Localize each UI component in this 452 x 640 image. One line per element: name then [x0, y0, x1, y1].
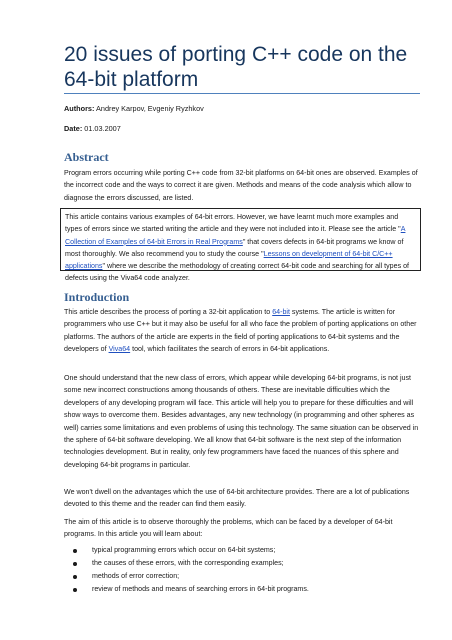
authors-label: Authors: [64, 104, 95, 113]
abstract-heading: Abstract [64, 150, 109, 164]
bullet-icon [73, 588, 77, 592]
date-label: Date: [64, 124, 83, 133]
viva64-link[interactable]: Viva64 [108, 345, 131, 354]
64-bit-link[interactable]: 64-bit [272, 308, 290, 316]
collection-of-examples-link[interactable]: A Collection of Examples of 64-bit Errors in Real Programs [65, 225, 406, 246]
bullet-icon [73, 562, 77, 566]
authors-value: Andrey Karpov, Evgeniy Ryzhkov [96, 104, 204, 113]
authors-line [64, 104, 204, 114]
list-item: methods of error correction; [64, 570, 414, 583]
abstract-text: Program errors occurring while porting C++ code from 32-bit platforms on 64-bit ones are observed. Examples of the incorrect code and the ways to correct it are given. Methods and means of the code analysis which allow to diagnose the errors discussed, are listed. [64, 169, 418, 202]
introduction-heading: Introduction [64, 290, 130, 304]
list-item: review of methods and means of searching errors in 64-bit programs. [64, 583, 414, 596]
intro-paragraph-2: One should understand that the new class of errors, which appear while developing 64-bit programs, is not just some new incorrect constructions among thousands of others. These are inevitable difficulties which the developers of any developing program will face. This article will help you to prepare for these difficulties and will show ways to overcome them. Besides advantages, any new technology (in programming and other spheres as well) carries some limitations and even problems of using this technology. The same situation can be observed in the sphere of 64-bit software developing. We all know that 64-bit software is the next step of the information technologies development. But in reality, only few programmers have faced the nuances of this sphere and developing 64-bit programs in particular. [64, 374, 419, 469]
intro-p1-text-3: tool, which facilitates the search of errors in 64-bit applications. [130, 345, 330, 354]
list-item: typical programming errors which occur on 64-bit systems; [64, 544, 414, 557]
notice-text-3: " where we describe the methodology of creating correct 64-bit code and searching for all types of defects using the Viva64 code analyzer. [65, 262, 410, 283]
intro-paragraph-3: We won't dwell on the advantages which the use of 64-bit architecture provides. There are a lot of publications devoted to this theme and the reader can find them easily. [64, 488, 410, 509]
intro-p1-text-2: systems. The article is written for programmers who use C++ but it may also be useful for all who face the problem of porting applications on other platforms. The authors of the article are experts in the field of porting applications to 64-bit systems and the developers of [64, 308, 417, 354]
notice-text-1: This article contains various examples of 64-bit errors. However, we have learnt much more examples and types of errors since we started writing the article and they were not included into it. Please see the article " [65, 213, 401, 234]
list-item: the causes of these errors, with the corresponding examples; [64, 557, 414, 570]
title-underline [64, 93, 420, 94]
bullet-icon [73, 575, 77, 579]
intro-p1-text-1: This article describes the process of porting a 32-bit application to [64, 308, 273, 316]
date-line [64, 124, 121, 134]
bullet-icon [73, 549, 77, 553]
lessons-link[interactable]: Lessons on development of 64-bit C/C++ applications [65, 249, 393, 271]
intro-paragraph-1 [64, 306, 422, 356]
intro-paragraph-4: The aim of this article is to observe thoroughly the problems, which can be faced by a developer of 64-bit programs. In this article you will learn about: [64, 518, 393, 539]
topics-list [64, 544, 414, 596]
notice-box [60, 208, 421, 283]
notice-text-2: " that covers defects in 64-bit programs we know of most thoroughly. We also recommend you to study the course " [65, 237, 404, 258]
date-value: 01.03.2007 [84, 124, 121, 133]
document-title: 20 issues of porting C++ code on the 64-bit platform [64, 43, 408, 91]
